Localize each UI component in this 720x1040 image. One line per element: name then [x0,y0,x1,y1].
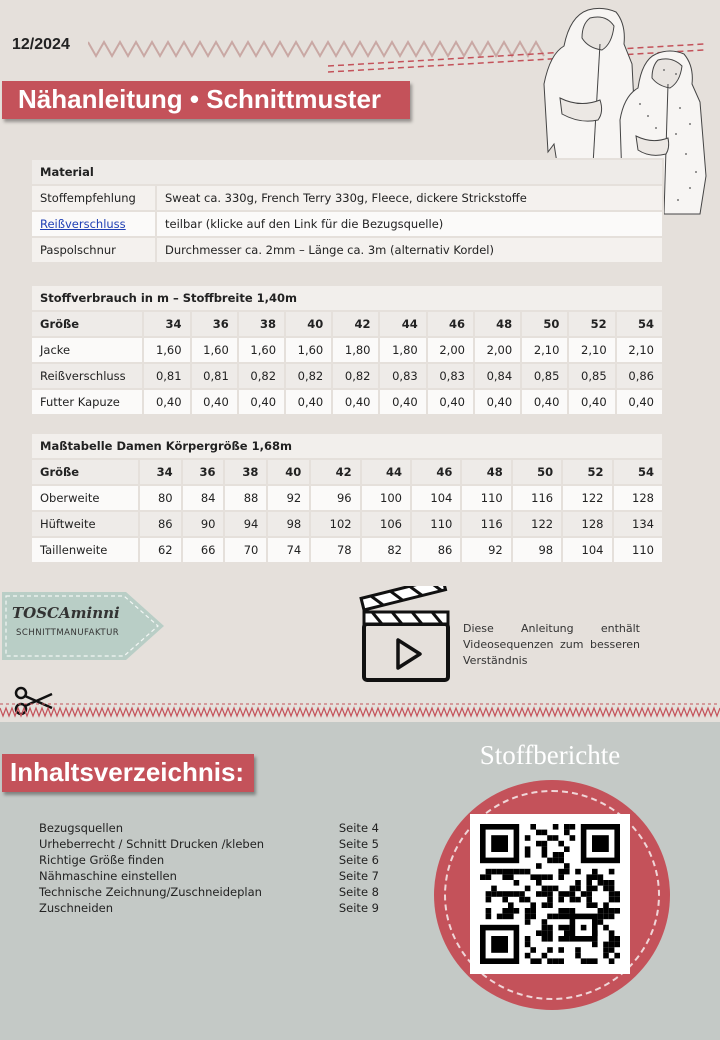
video-clapperboard-icon [358,586,454,684]
material-label: Stoffempfehlung [31,185,156,211]
row-label: Reißverschluss [31,363,143,389]
table-cell: 98 [267,511,310,537]
table-cell: 0,40 [521,389,568,415]
toc-item-label: Urheberrecht / Schnitt Drucken /kleben [39,837,265,851]
table-cell: 122 [512,511,562,537]
table-cell: 100 [361,485,411,511]
size-column: 34 [143,311,190,337]
size-header-label: Größe [31,311,143,337]
size-column: 50 [521,311,568,337]
table-cell: 0,81 [143,363,190,389]
toc-item[interactable] [39,820,379,836]
size-column: 46 [427,311,474,337]
material-label: Paspolschnur [31,237,156,263]
table-cell: 1,60 [143,337,190,363]
toc-item[interactable] [39,868,379,884]
table-cell: 78 [310,537,360,563]
table-cell: 110 [613,537,664,563]
size-column: 36 [191,311,238,337]
table-cell: 128 [562,511,612,537]
fabric-table-caption: Stoffverbrauch in m – Stoffbreite 1,40m [31,285,663,311]
toc-item[interactable] [39,836,379,852]
table-cell: 1,60 [191,337,238,363]
size-column: 50 [512,459,562,485]
table-cell: 90 [182,511,225,537]
size-column: 54 [613,459,664,485]
table-cell: 88 [224,485,267,511]
toc-item-label: Zuschneiden [39,901,113,915]
toc-item-page: Seite 6 [338,853,379,867]
table-cell: 2,00 [474,337,521,363]
table-cell: 116 [512,485,562,511]
table-cell: 104 [562,537,612,563]
table-cell: 96 [310,485,360,511]
toc-item-page: Seite 9 [338,901,379,915]
cut-line-divider [0,702,720,722]
toc-item-page: Seite 5 [338,837,379,851]
brand-logo-tag [2,592,166,662]
size-header-label: Größe [31,459,139,485]
table-cell: 74 [267,537,310,563]
stoffberichte-qr-code[interactable] [470,814,630,974]
toc-item-page: Seite 7 [338,869,379,883]
size-column: 46 [411,459,461,485]
toc-item-label: Richtige Größe finden [39,853,165,867]
measure-table-caption: Maßtabelle Damen Körpergröße 1,68m [31,433,663,459]
table-cell: 0,40 [427,389,474,415]
table-row [31,389,663,415]
toc-item-page: Seite 8 [338,885,379,899]
brand-tagline: SCHNITTMANUFAKTUR [16,628,120,638]
brand-name: TOSCAminni [12,604,120,622]
size-column: 38 [224,459,267,485]
table-cell: 84 [182,485,225,511]
size-column: 36 [182,459,225,485]
row-label: Oberweite [31,485,139,511]
table-cell: 1,60 [285,337,332,363]
table-cell: 0,40 [143,389,190,415]
table-cell: 86 [139,511,182,537]
table-cell: 92 [461,537,511,563]
size-column: 44 [361,459,411,485]
table-cell: 134 [613,511,664,537]
table-cell: 0,82 [332,363,379,389]
page-title: Nähanleitung • Schnittmuster [2,81,410,119]
table-cell: 128 [613,485,664,511]
zipper-supplier-link[interactable]: Reißverschluss [40,217,126,231]
toc-item-label: Nähmaschine einstellen [39,869,177,883]
table-cell: 0,84 [474,363,521,389]
table-cell: 116 [461,511,511,537]
size-column: 40 [267,459,310,485]
qr-code-icon [480,824,620,964]
table-cell: 0,40 [474,389,521,415]
stoffberichte-title: Stoffberichte [479,740,621,770]
size-column: 44 [379,311,426,337]
row-label: Hüftweite [31,511,139,537]
table-cell: 2,10 [616,337,663,363]
table-cell: 1,80 [332,337,379,363]
material-caption: Material [31,159,663,185]
material-value: Durchmesser ca. 2mm – Länge ca. 3m (alternativ Kordel) [156,237,663,263]
table-cell: 0,40 [568,389,615,415]
material-value: Sweat ca. 330g, French Terry 330g, Fleece, dickere Strickstoffe [156,185,663,211]
table-cell: 0,85 [568,363,615,389]
table-cell: 82 [361,537,411,563]
size-column: 42 [332,311,379,337]
table-cell: 80 [139,485,182,511]
toc-item-page: Seite 4 [338,821,379,835]
table-cell: 1,80 [379,337,426,363]
table-cell: 70 [224,537,267,563]
toc-item-label: Technische Zeichnung/Zuschneideplan [39,885,262,899]
material-value: teilbar (klicke auf den Link für die Bezugsquelle) [156,211,663,237]
toc-title: Inhaltsverzeichnis: [2,754,254,792]
table-cell: 92 [267,485,310,511]
row-label: Jacke [31,337,143,363]
video-note-text: Diese Anleitung enthält Videosequenzen zum besseren Verständnis [463,622,640,667]
table-cell: 98 [512,537,562,563]
table-cell: 0,40 [285,389,332,415]
table-cell: 0,86 [616,363,663,389]
material-table [30,158,664,264]
table-cell: 94 [224,511,267,537]
table-row [31,485,663,511]
size-column: 54 [616,311,663,337]
table-row [31,537,663,563]
table-cell: 0,40 [616,389,663,415]
size-column: 42 [310,459,360,485]
table-cell: 0,40 [191,389,238,415]
table-cell: 86 [411,537,461,563]
size-column: 52 [562,459,612,485]
size-column: 48 [461,459,511,485]
size-column: 34 [139,459,182,485]
table-cell: 0,40 [379,389,426,415]
table-cell: 110 [461,485,511,511]
table-cell: 0,82 [238,363,285,389]
size-column: 40 [285,311,332,337]
table-cell: 0,40 [332,389,379,415]
measurement-table [30,432,664,564]
table-cell: 0,82 [285,363,332,389]
table-cell: 1,60 [238,337,285,363]
table-cell: 106 [361,511,411,537]
table-cell: 2,10 [568,337,615,363]
table-cell: 0,83 [427,363,474,389]
size-column: 48 [474,311,521,337]
toc-item[interactable] [39,884,379,900]
issue-date: 12/2024 [12,36,70,53]
table-cell: 122 [562,485,612,511]
table-cell: 110 [411,511,461,537]
table-cell: 0,85 [521,363,568,389]
table-row [31,363,663,389]
toc-item-label: Bezugsquellen [39,821,123,835]
table-cell: 104 [411,485,461,511]
size-column: 52 [568,311,615,337]
size-column: 38 [238,311,285,337]
table-cell: 62 [139,537,182,563]
table-cell: 0,40 [238,389,285,415]
table-of-contents [39,820,379,916]
table-cell: 66 [182,537,225,563]
toc-item[interactable] [39,852,379,868]
row-label: Taillenweite [31,537,139,563]
table-cell: 2,00 [427,337,474,363]
table-cell: 0,81 [191,363,238,389]
table-row [31,337,663,363]
toc-item[interactable] [39,900,379,916]
table-cell: 2,10 [521,337,568,363]
table-cell: 102 [310,511,360,537]
fabric-consumption-table [30,284,664,416]
table-cell: 0,83 [379,363,426,389]
row-label: Futter Kapuze [31,389,143,415]
table-row [31,511,663,537]
